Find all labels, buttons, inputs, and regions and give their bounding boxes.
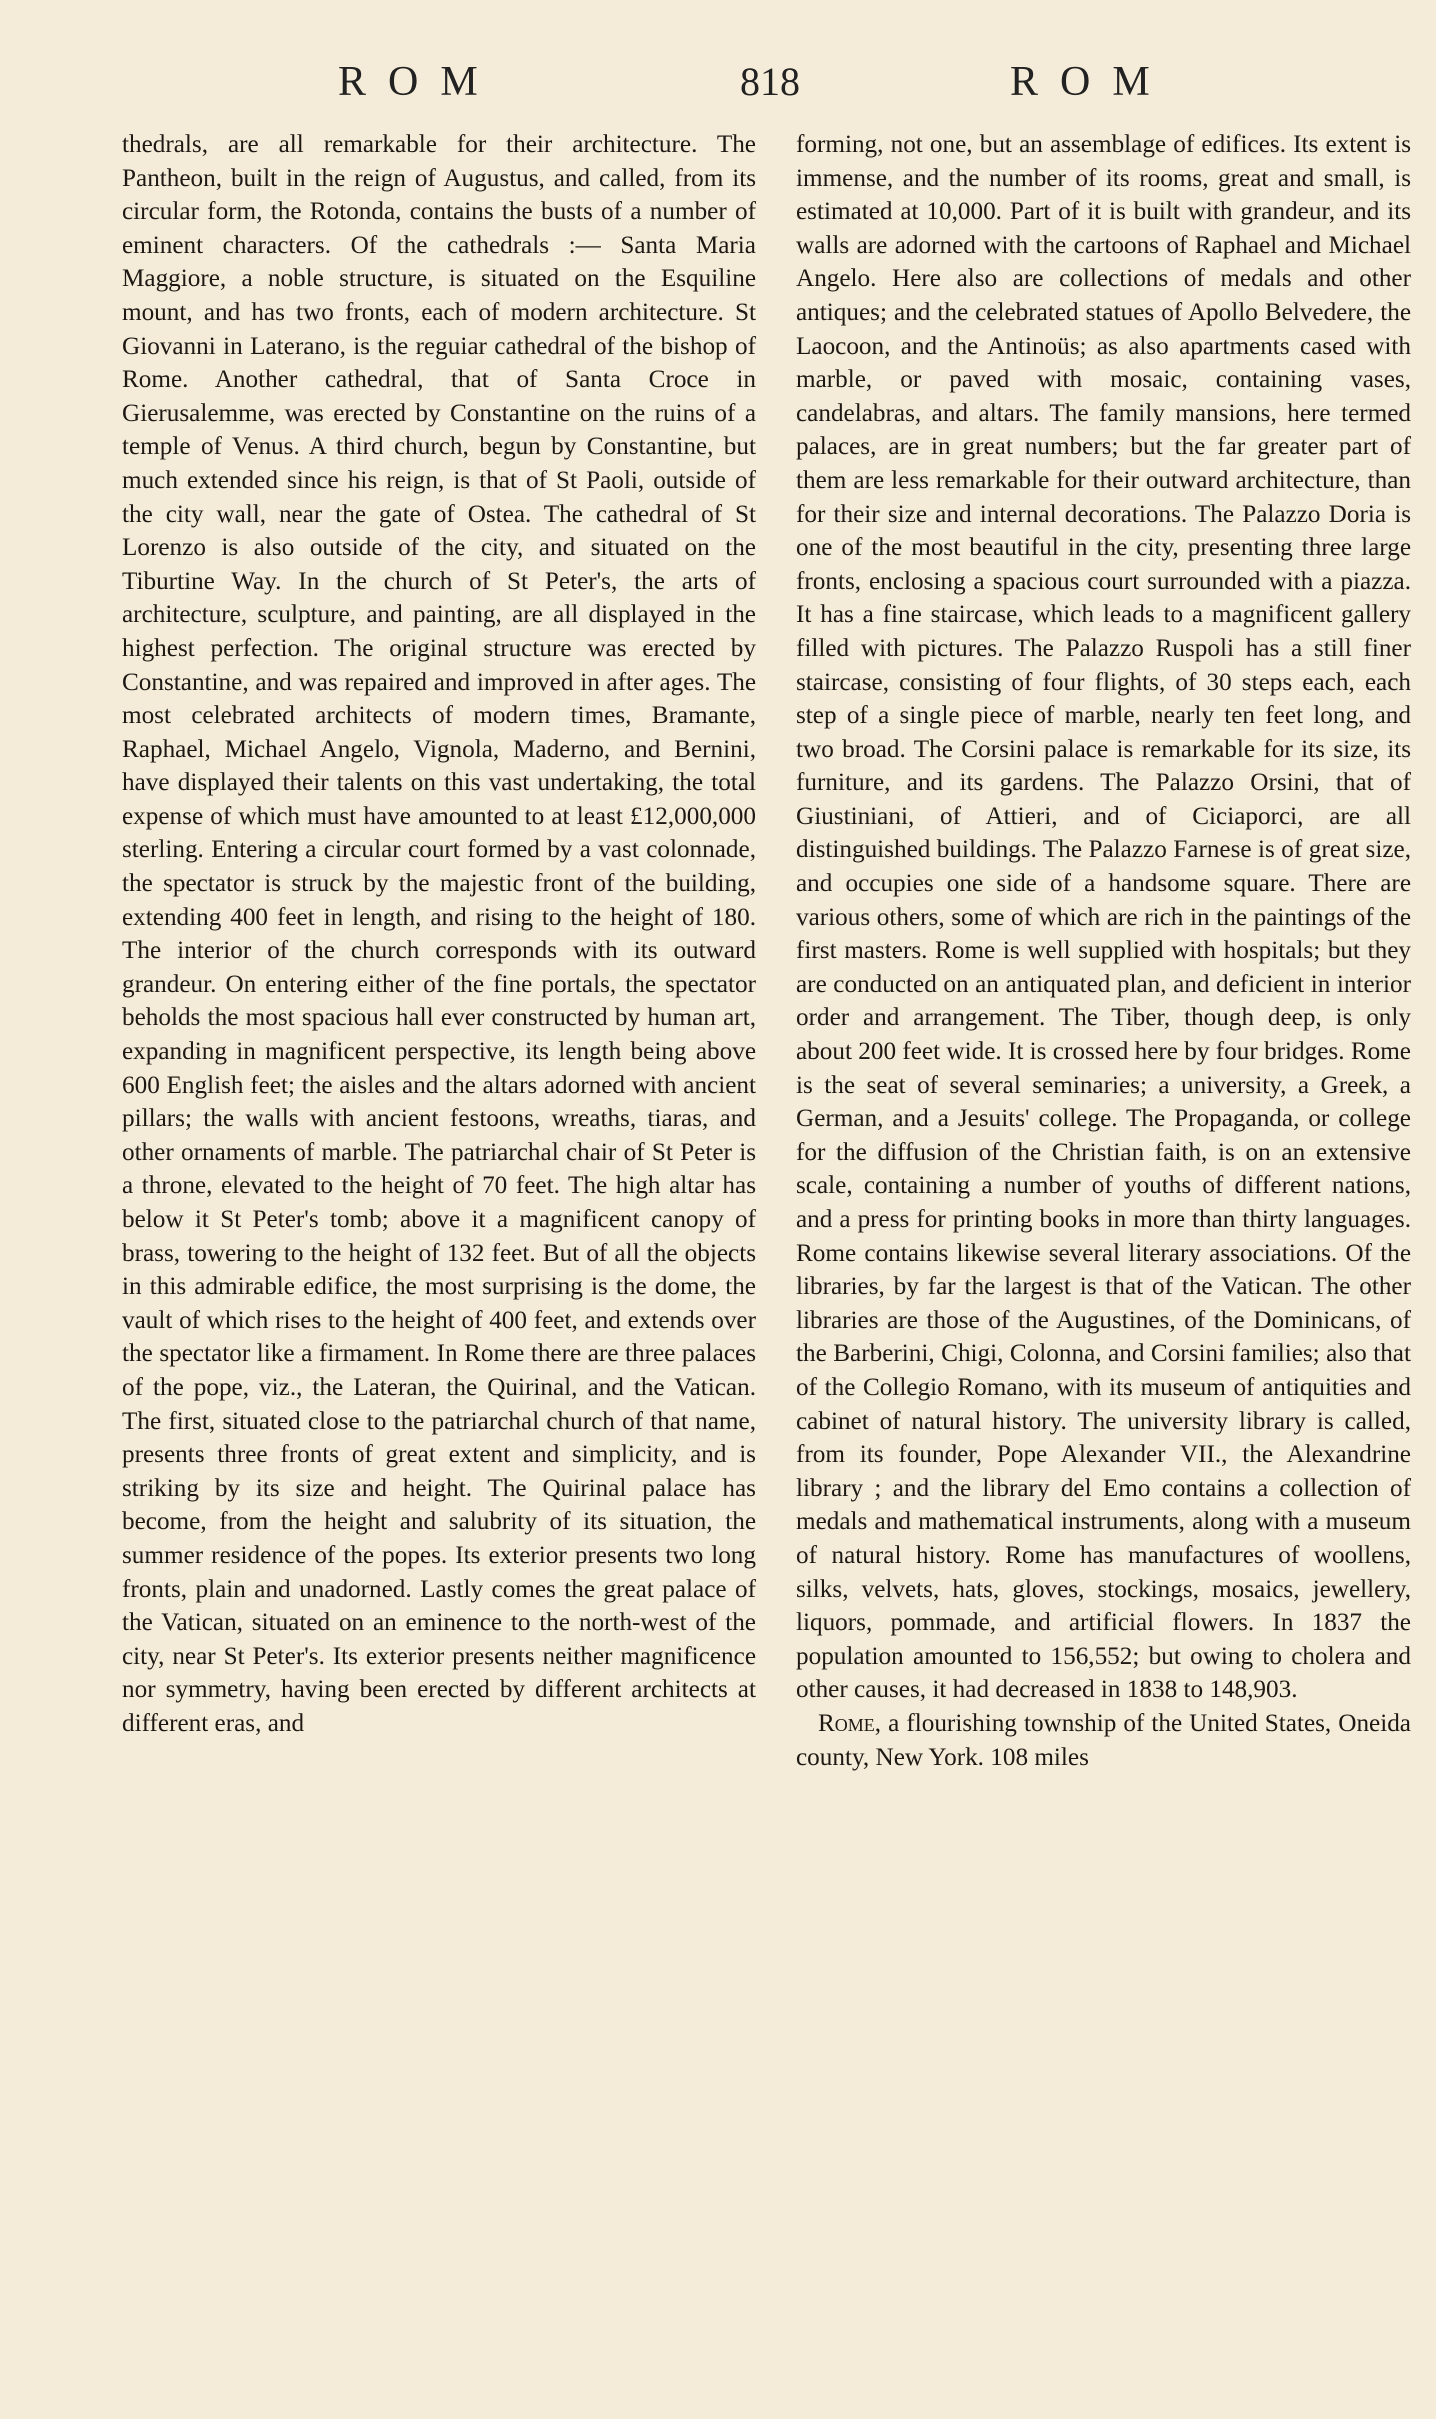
- entry-headword: Rome,: [818, 1709, 882, 1737]
- page-number: 818: [740, 59, 800, 104]
- header-left-word: ROM: [338, 59, 500, 105]
- right-column: [796, 128, 1411, 1774]
- right-column-paragraph: forming, not one, but an assemblage of edifices. Its extent is immense, and the number of its rooms, great and small, is estimated at 10,000. Part of it is built with grandeur, and its walls are adorned with the cartoons of Raphael and Michael Angelo. Here also are collections of medals and other antiques; and the celebrated statues of Apollo Belvedere, the Laocoon, and the Antinoüs; as also apartments cased with marble, or paved with mosaic, containing vases, candelabras, and altars. The family mansions, here termed palaces, are in great numbers; but the far greater part of them are less remarkable for their outward architecture, than for their size and internal decorations. The Palazzo Doria is one of the most beautiful in the city, presenting three large fronts, enclosing a spacious court surrounded with a piazza. It has a fine staircase, which leads to a magnificent gallery filled with pictures. The Palazzo Ruspoli has a still finer staircase, consisting of four flights, of 30 steps each, each step of a single piece of marble, nearly ten feet long, and two broad. The Corsini palace is remarkable for its size, its furniture, and its gardens. The Palazzo Orsini, that of Giustiniani, of Attieri, and of Ciciaporci, are all distinguished buildings. The Palazzo Farnese is of great size, and occupies one side of a handsome square. There are various others, some of which are rich in the paintings of the first masters. Rome is well supplied with hospitals; but they are conducted on an antiquated plan, and deficient in interior order and arrangement. The Tiber, though deep, is only about 200 feet wide. It is crossed here by four bridges. Rome is the seat of several seminaries; a university, a Greek, a German, and a Jesuits' college. The Propaganda, or college for the diffusion of the Christian faith, is on an extensive scale, containing a number of youths of different nations, and a press for printing books in more than thirty languages. Rome contains likewise several literary associations. Of the libraries, by far the largest is that of the Vatican. The other libraries are those of the Augustines, of the Dominicans, of the Barberini, Chigi, Colonna, and Corsini families; also that of the Collegio Romano, with its museum of antiquities and cabinet of natural history. The university library is called, from its founder, Pope Alexander VII., the Alexandrine library ; and the library del Emo contains a collection of medals and mathematical instruments, along with a museum of natural history. Rome has manufactures of woollens, silks, velvets, hats, gloves, stockings, mosaics, jewellery, liquors, pommade, and artificial flowers. In 1837 the population amounted to 156,552; but owing to cholera and other causes, it had decreased in 1838 to 148,903.: [796, 131, 1411, 1704]
- left-column-paragraph: thedrals, are all remarkable for their architecture. The Pantheon, built in the reign of Augustus, and called, from its circular form, the Rotonda, contains the busts of a number of eminent characters. Of the cathedrals :— Santa Maria Maggiore, a noble structure, is situated on the Esquiline mount, and has two fronts, each of modern architecture. St Giovanni in Laterano, is the reguiar cathedral of the bishop of Rome. Another cathedral, that of Santa Croce in Gierusalemme, was erected by Constantine on the ruins of a temple of Venus. A third church, begun by Constantine, but much extended since his reign, is that of St Paoli, outside of the city wall, near the gate of Ostea. The cathedral of St Lorenzo is also outside of the city, and situated on the Tiburtine Way. In the church of St Peter's, the arts of architecture, sculpture, and painting, are all displayed in the highest perfection. The original structure was erected by Constantine, and was repaired and improved in after ages. The most celebrated architects of modern times, Bramante, Raphael, Michael Angelo, Vignola, Maderno, and Bernini, have displayed their talents on this vast undertaking, the total expense of which must have amounted to at least £12,000,000 sterling. Entering a circular court formed by a vast colonnade, the spectator is struck by the majestic front of the building, extending 400 feet in length, and rising to the height of 180. The interior of the church corresponds with its outward grandeur. On entering either of the fine portals, the spectator beholds the most spacious hall ever constructed by human art, expanding in magnificent perspective, its length being above 600 English feet; the aisles and the altars adorned with ancient pillars; the walls with ancient festoons, wreaths, tiaras, and other ornaments of marble. The patriarchal chair of St Peter is a throne, elevated to the height of 70 feet. The high altar has below it St Peter's tomb; above it a magnificent canopy of brass, towering to the height of 132 feet. But of all the objects in this admirable edifice, the most surprising is the dome, the vault of which rises to the height of 400 feet, and extends over the spectator like a firmament. In Rome there are three palaces of the pope, viz., the Lateran, the Quirinal, and the Vatican. The first, situated close to the patriarchal church of that name, presents three fronts of great extent and simplicity, and is striking by its size and height. The Quirinal palace has become, from the height and salubrity of its situation, the summer residence of the popes. Its exterior presents two long fronts, plain and unadorned. Lastly comes the great palace of the Vatican, situated on an eminence to the north-west of the city, near St Peter's. Its exterior presents neither magnificence nor symmetry, having been erected by different architects at different eras, and: [122, 131, 756, 1737]
- header-right-word: ROM: [1010, 59, 1172, 105]
- entry-rome-new-york: [796, 1707, 1411, 1774]
- entry-text: a flourishing township of the United States, Oneida county, New York. 108 miles: [796, 1709, 1411, 1771]
- left-column: [122, 128, 756, 1741]
- running-header: [0, 58, 1436, 118]
